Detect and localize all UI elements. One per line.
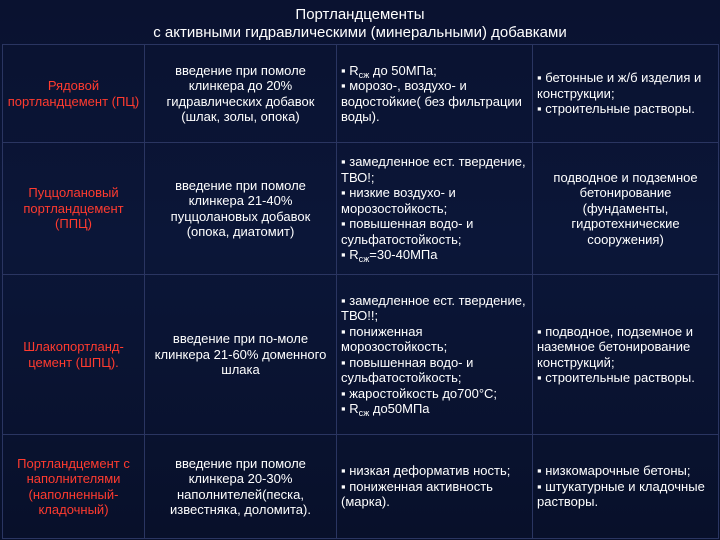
property-item: ▪ морозо-, воздухо- и водостойкие( без фильтрации воды). bbox=[341, 78, 528, 125]
title-line-2: с активными гидравлическими (минеральными) добавками bbox=[153, 24, 567, 41]
properties-cell bbox=[337, 435, 533, 539]
additive-intro: введение при помоле клинкера до 20% гидравлических добавок (шлак, золы, опока) bbox=[145, 45, 337, 143]
application-item: ▪ штукатурные и кладочные растворы. bbox=[537, 479, 714, 510]
cement-name: Пуццолановый портландцемент (ППЦ) bbox=[3, 143, 145, 275]
application-cell: подводное и подземное бетонирование (фундаменты, гидротехнические сооружения) bbox=[533, 143, 719, 275]
cement-table bbox=[2, 44, 719, 539]
cement-name: Портландцемент с наполнителями (наполненный-кладочный) bbox=[3, 435, 145, 539]
application-cell bbox=[533, 45, 719, 143]
property-item: ▪ замедленное ест. твердение, ТВО!; bbox=[341, 154, 528, 185]
properties-cell bbox=[337, 45, 533, 143]
application-cell bbox=[533, 275, 719, 435]
property-item: ▪ замедленное ест. твердение, ТВО!!; bbox=[341, 293, 528, 324]
application-cell bbox=[533, 435, 719, 539]
additive-intro: введение при помоле клинкера 21-40% пуццолановых добавок (опока, диатомит) bbox=[145, 143, 337, 275]
application-item: ▪ строительные растворы. bbox=[537, 370, 714, 386]
cement-name: Рядовой портландцемент (ПЦ) bbox=[3, 45, 145, 143]
table-row bbox=[3, 45, 719, 143]
title-line-1: Портландцементы bbox=[295, 6, 425, 23]
property-item: ▪ $R_{сж}$ до50МПа bbox=[341, 401, 528, 417]
table-row bbox=[3, 143, 719, 275]
application-item: ▪ строительные растворы. bbox=[537, 101, 714, 117]
slide-title bbox=[0, 6, 720, 42]
additive-intro: введение при помоле клинкера 20-30% наполнителей(песка, известняка, доломита). bbox=[145, 435, 337, 539]
application-item: ▪ бетонные и ж/б изделия и конструкции; bbox=[537, 70, 714, 101]
property-item: ▪ пониженная активность (марка). bbox=[341, 479, 528, 510]
property-item: ▪ низкая деформатив ность; bbox=[341, 463, 528, 479]
property-item: ▪ повышенная водо- и сульфатостойкость; bbox=[341, 216, 528, 247]
table-row bbox=[3, 275, 719, 435]
property-item: ▪ пониженная морозостойкость; bbox=[341, 324, 528, 355]
property-item: ▪ $R_{сж}$ до 50МПа; bbox=[341, 63, 528, 79]
application-item: ▪ низкомарочные бетоны; bbox=[537, 463, 714, 479]
table-row bbox=[3, 435, 719, 539]
property-item: ▪ низкие воздухо- и морозостойкость; bbox=[341, 185, 528, 216]
property-item: ▪ повышенная водо- и сульфатостойкость; bbox=[341, 355, 528, 386]
additive-intro: введение при по-моле клинкера 21-60% доменного шлака bbox=[145, 275, 337, 435]
property-item: ▪ $R_{сж}=30-40МПа$ bbox=[341, 247, 528, 263]
application-item: ▪ подводное, подземное и наземное бетонирование конструкций; bbox=[537, 324, 714, 371]
properties-cell bbox=[337, 275, 533, 435]
cement-name: Шлакопортланд-цемент (ШПЦ). bbox=[3, 275, 145, 435]
properties-cell bbox=[337, 143, 533, 275]
property-item: ▪ жаростойкость до700°С; bbox=[341, 386, 528, 402]
